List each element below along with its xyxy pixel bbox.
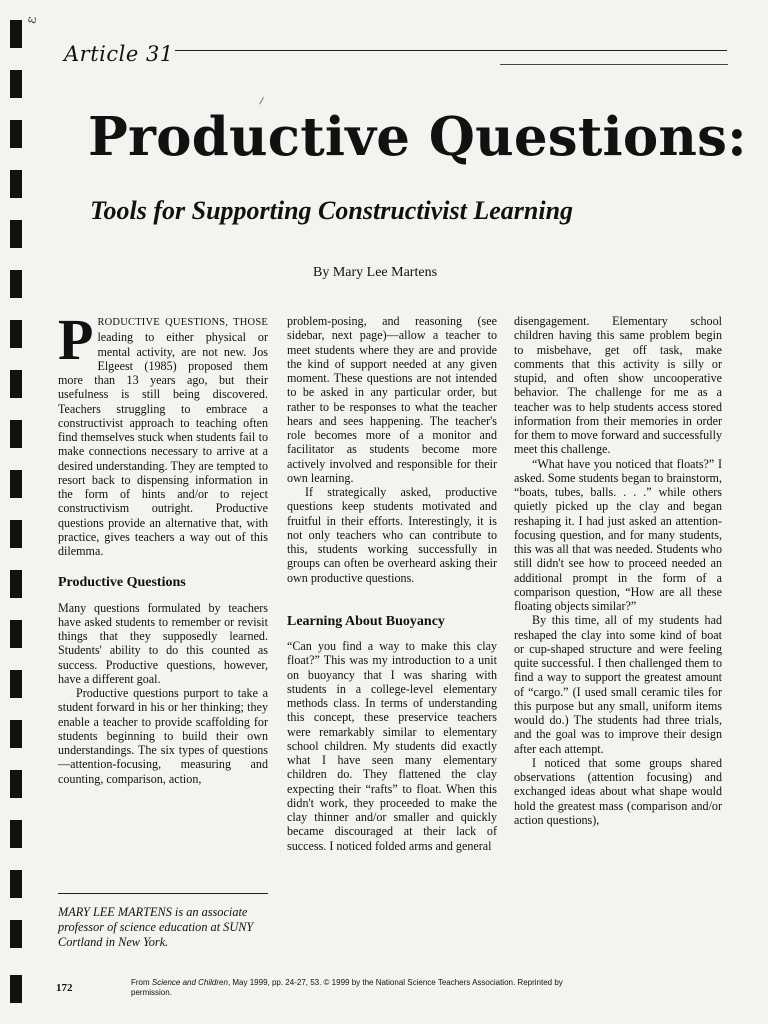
corner-mark: ε	[23, 15, 41, 25]
intro-paragraph	[58, 307, 268, 558]
article-label: Article 31	[64, 42, 174, 66]
paragraph: problem-posing, and reasoning (see sidebar, next page)—allow a teacher to meet students where they are and provide the kind of support needed at any given moment. These questions are not intended to be asked in any particular order, but rather to be responses to what the teacher hears and sees happening. The teacher's role becomes more of a monitor and facilitator as students become more actively involved and responsible for their own learning.	[287, 314, 497, 485]
column-1	[58, 307, 268, 786]
credit-source: Science and Children	[151, 978, 228, 987]
paragraph-text: leading to either physical or mental activity, are not new. Jos Elgeest (1985) proposed them more than 13 years ago, but their usefulness is still being discovered. Teachers struggling to embrace a constructivist approach to teaching often find themselves stuck when students fail to make connections necessary to arrive at a desired understanding. They are tempted to resort back to dispensing information in the form of hints and/or to reject constructivism outright. Productive questions provide an alternative that, with practice, gives teachers a way out of this dilemma.	[58, 330, 268, 558]
paragraph: “What have you noticed that floats?” I asked. Some students began to brainstorm, “boats, tubes, balls. . . .” while others quietly picked up the clay and began reshaping it. I had just asked an attention-focusing question, and for many students, this was all that was needed. Students who still didn't see how to proceed needed an additional prompt in the form of a comparison question, “How are all these floating objects similar?”	[514, 456, 722, 613]
drop-cap: P	[58, 307, 94, 372]
credit-rest: , May 1999, pp. 24-27, 53. © 1999 by the National Science Teachers Association. Reprinted by permission.	[131, 978, 563, 997]
article-title: Productive Questions:	[88, 106, 747, 168]
header-rule	[175, 50, 727, 51]
paragraph: I noticed that some groups shared observations (attention focusing) and exchanged ideas about what shape would hold the greatest mass (comparison and/or action questions),	[514, 755, 722, 827]
bio-divider	[58, 893, 268, 894]
source-credit	[131, 978, 601, 998]
header-rule-secondary	[500, 64, 728, 65]
section-heading-buoyancy: Learning About Buoyancy	[287, 613, 445, 629]
paragraph: “Can you find a way to make this clay float?” This was my introduction to a unit on buoyancy that I was sharing with students in a college-level elementary methods class. In terms of understanding this concept, these preservice teachers were remarkably similar to elementary school children. My students did exactly what I have seen many elementary children do. They flattened the clay expecting their “rafts” to float. When this didn't work, they proceeded to make the clay thinner and/or smaller and quickly became discouraged at their lack of success. I noticed folded arms and general	[287, 639, 497, 853]
author-bio: MARY LEE MARTENS is an associate professor of science education at SUNY Cortland in New York.	[58, 905, 254, 949]
paragraph: By this time, all of my students had reshaped the clay into some kind of boat or cup-shaped structure and were feeling quite successful. I then challenged them to find a way to support the greatest amount of “cargo.” (I used small ceramic tiles for this purpose but any small, uniform items would do.) The students had three trials, and the goal was to improve their design after each attempt.	[514, 613, 722, 756]
article-subtitle: Tools for Supporting Constructivist Learning	[90, 196, 574, 225]
byline: By Mary Lee Martens	[313, 265, 438, 280]
credit-prefix: From	[131, 978, 152, 987]
paragraph: disengagement. Elementary school children having this same problem begin to misbehave, get off task, make comments that this activity is silly or stupid, and often show uncooperative behavior. The challenge for me as a teacher was to help students access stored information from their memories in order for them to move forward and successfully meet this challenge.	[514, 314, 722, 457]
column-3	[514, 314, 722, 827]
lead-in: RODUCTIVE QUESTIONS, THOSE	[97, 317, 268, 328]
scan-mark	[259, 97, 265, 105]
column-2	[287, 314, 497, 853]
binding-holes	[10, 20, 24, 1010]
paragraph: If strategically asked, productive questions keep students motivated and fruitful in their efforts. Interestingly, it is not only teachers who can contribute to this, students working successfully in groups can often be overheard asking their own productive questions.	[287, 485, 497, 585]
paragraph: Productive questions purport to take a student forward in his or her thinking; they enable a teacher to provide scaffolding for students beginning to build their own understandings. The six types of questions—attention-focusing, measuring and counting, comparison, action,	[58, 686, 268, 786]
paragraph: Many questions formulated by teachers have asked students to remember or revisit things that they supposedly learned. Students' ability to do this counted as success. Productive questions, however, have a different goal.	[58, 600, 268, 686]
page-number: 172	[56, 982, 73, 994]
section-heading-productive-questions: Productive Questions	[58, 575, 186, 591]
